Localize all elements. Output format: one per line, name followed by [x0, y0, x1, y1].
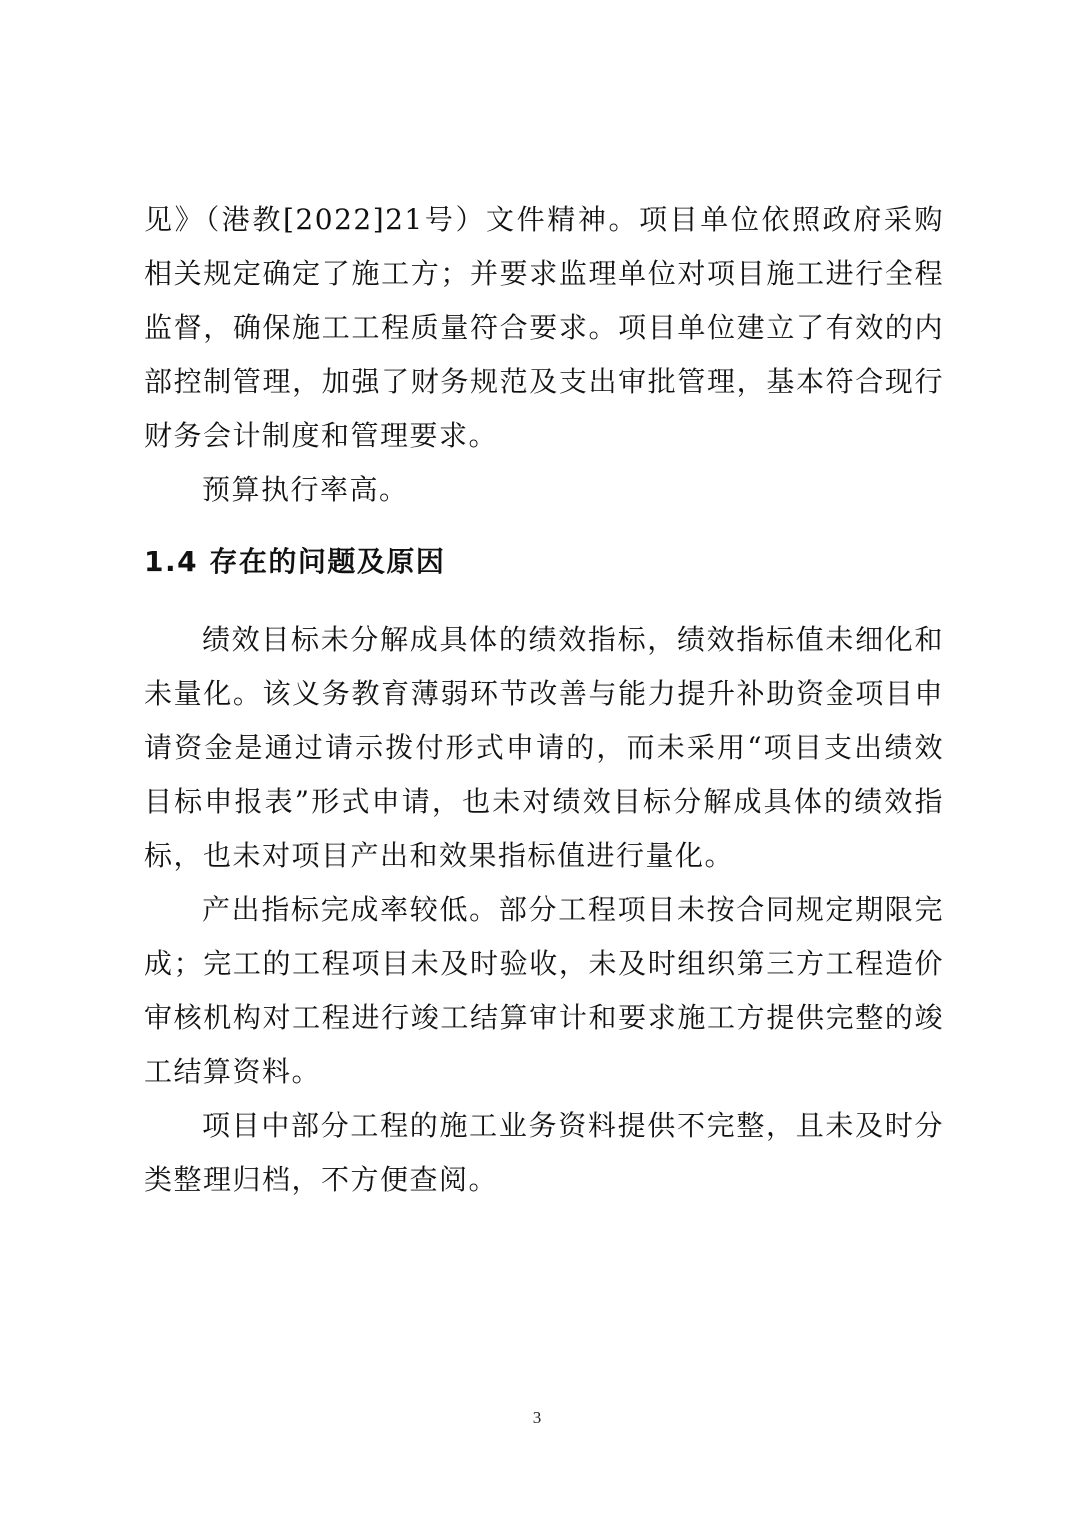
paragraph-performance-goals: 绩效目标未分解成具体的绩效指标，绩效指标值未细化和未量化。该义务教育薄弱环节改善与能力提升补助资金项目申请资金是通过请示拨付形式申请的，而未采用“项目支出绩效目标申报表”形式申请，也未对绩效目标分解成具体的绩效指标，也未对项目产出和效果指标值进行量化。 — [144, 623, 944, 872]
paragraph-policy-compliance: 见》（港教[2022]21号）文件精神。项目单位依照政府采购相关规定确定了施工方；并要求监理单位对项目施工进行全程监督，确保施工工程质量符合要求。项目单位建立了有效的内部控制管理，加强了财务规范及支出审批管理，基本符合现行财务会计制度和管理要求。 — [144, 203, 944, 452]
section-heading: 1.4 存在的问题及原因 — [144, 545, 446, 578]
paragraph-budget-execution: 预算执行率高。 — [202, 473, 409, 506]
paragraph-project-records: 项目中部分工程的施工业务资料提供不完整，且未及时分类整理归档，不方便查阅。 — [144, 1109, 944, 1196]
paragraph-output-indicators: 产出指标完成率较低。部分工程项目未按合同规定期限完成；完工的工程项目未及时验收，未及时组织第三方工程造价审核机构对工程进行竣工结算审计和要求施工方提供完整的竣工结算资料。 — [144, 893, 944, 1088]
page-number: 3 — [532, 1408, 542, 1427]
page-content — [144, 193, 944, 1207]
